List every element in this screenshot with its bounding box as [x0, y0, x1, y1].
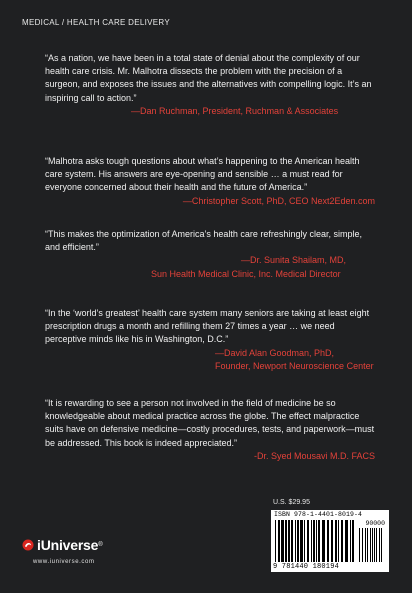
barcode-bar [281, 520, 284, 562]
barcode-bar [304, 520, 305, 562]
barcode-bar [338, 520, 339, 562]
review-quote-4 [45, 307, 377, 373]
barcode-bar [316, 520, 317, 562]
barcode-bar [341, 520, 343, 562]
barcode-bar [297, 520, 299, 562]
barcode-bar [376, 528, 377, 562]
quote-attribution: —Dan Ruchman, President, Ruchman & Associates [131, 105, 339, 116]
barcode-bar [370, 528, 371, 562]
publisher-name: iUniverse [37, 537, 99, 553]
quote-text: “As a nation, we have been in a total state of denial about the complexity of our health care crisis. Mr. Malhotra dissects the problem with the precision of a surgeon, and exposes the issues and the alternatives with compelling logic. It’s an inspiring call to action.” [45, 53, 372, 103]
review-quote-1 [45, 52, 377, 118]
barcode-bar [288, 520, 290, 562]
price-label: U.S. $29.95 [273, 499, 310, 506]
barcode-bar [350, 520, 351, 562]
barcode-bar [365, 528, 366, 562]
barcode-bar [313, 520, 315, 562]
quote-text: “In the ‘world’s greatest’ health care system many seniors are taking at least eight prescription drugs a month and refilling them 27 times a year … we need perceptive minds like his in Washington, D.C.” [45, 308, 370, 345]
barcode-number: 9 781440 180194 [273, 563, 340, 571]
barcode-bar [335, 520, 337, 562]
barcode-bar [285, 520, 287, 562]
publisher-logo[interactable]: iUniverse ® [22, 537, 103, 553]
barcode-bar [307, 520, 309, 562]
quote-text: “This makes the optimization of America’s health care refreshingly clear, simple, and efficient.” [45, 229, 362, 253]
iuniverse-swirl-icon [22, 539, 34, 551]
barcode-bar [295, 520, 296, 562]
barcode-bar [278, 520, 280, 562]
category-label: MEDICAL / HEALTH CARE DELIVERY [22, 18, 170, 27]
barcode-bar [275, 520, 276, 562]
barcode-bar [372, 528, 373, 562]
review-quote-2 [45, 155, 377, 208]
barcode-addon-bars [359, 528, 385, 564]
price-code: 90000 [365, 520, 385, 527]
barcode-bar [352, 520, 354, 562]
barcode-bar [331, 520, 333, 562]
barcode-bar [367, 528, 368, 562]
barcode-bar [300, 520, 303, 562]
publisher-url[interactable]: www.iuniverse.com [33, 559, 95, 565]
barcode-bar [359, 528, 360, 562]
quote-text: “Malhotra asks tough questions about what’s happening to the American health care system. His answers are eye-opening and sensible … a must read for everyone concerned about their health and the future of America.” [45, 156, 360, 193]
barcode-bars [275, 520, 355, 564]
barcode-bar [345, 520, 348, 562]
barcode-bar [327, 520, 329, 562]
barcode-bar [322, 520, 325, 562]
quote-attribution: —Dr. Sunita Shailam, MD, [241, 255, 347, 266]
quote-attribution: -Dr. Syed Mousavi M.D. FACS [253, 450, 375, 461]
quote-attribution: —Christopher Scott, PhD, CEO Next2Eden.com [182, 195, 375, 206]
quote-attribution-affiliation: Founder, Newport Neuroscience Center [215, 360, 374, 371]
isbn-barcode [271, 510, 389, 572]
barcode-bar [362, 528, 363, 562]
quote-attribution-affiliation: Sun Health Medical Clinic, Inc. Medical Director [151, 268, 341, 279]
quote-text: “It is rewarding to see a person not involved in the field of medicine be so knowledgeable about medical practice across the globe. The effect malpractice suits have on defensive medicine—costly procedures, tests, and paperwork—must be addressed. This book is indeed appreciated.” [45, 398, 375, 448]
quote-attribution: —David Alan Goodman, PhD, [215, 347, 335, 358]
isbn-text: ISBN 978-1-4401-8019-4 [274, 511, 363, 518]
barcode-bar [379, 528, 380, 562]
barcode-bar [311, 520, 312, 562]
review-quote-3 [45, 228, 377, 281]
barcode-bar [374, 528, 375, 562]
barcode-bar [381, 528, 382, 562]
barcode-bar [318, 520, 320, 562]
review-quote-5 [45, 397, 377, 463]
barcode-bar [291, 520, 293, 562]
